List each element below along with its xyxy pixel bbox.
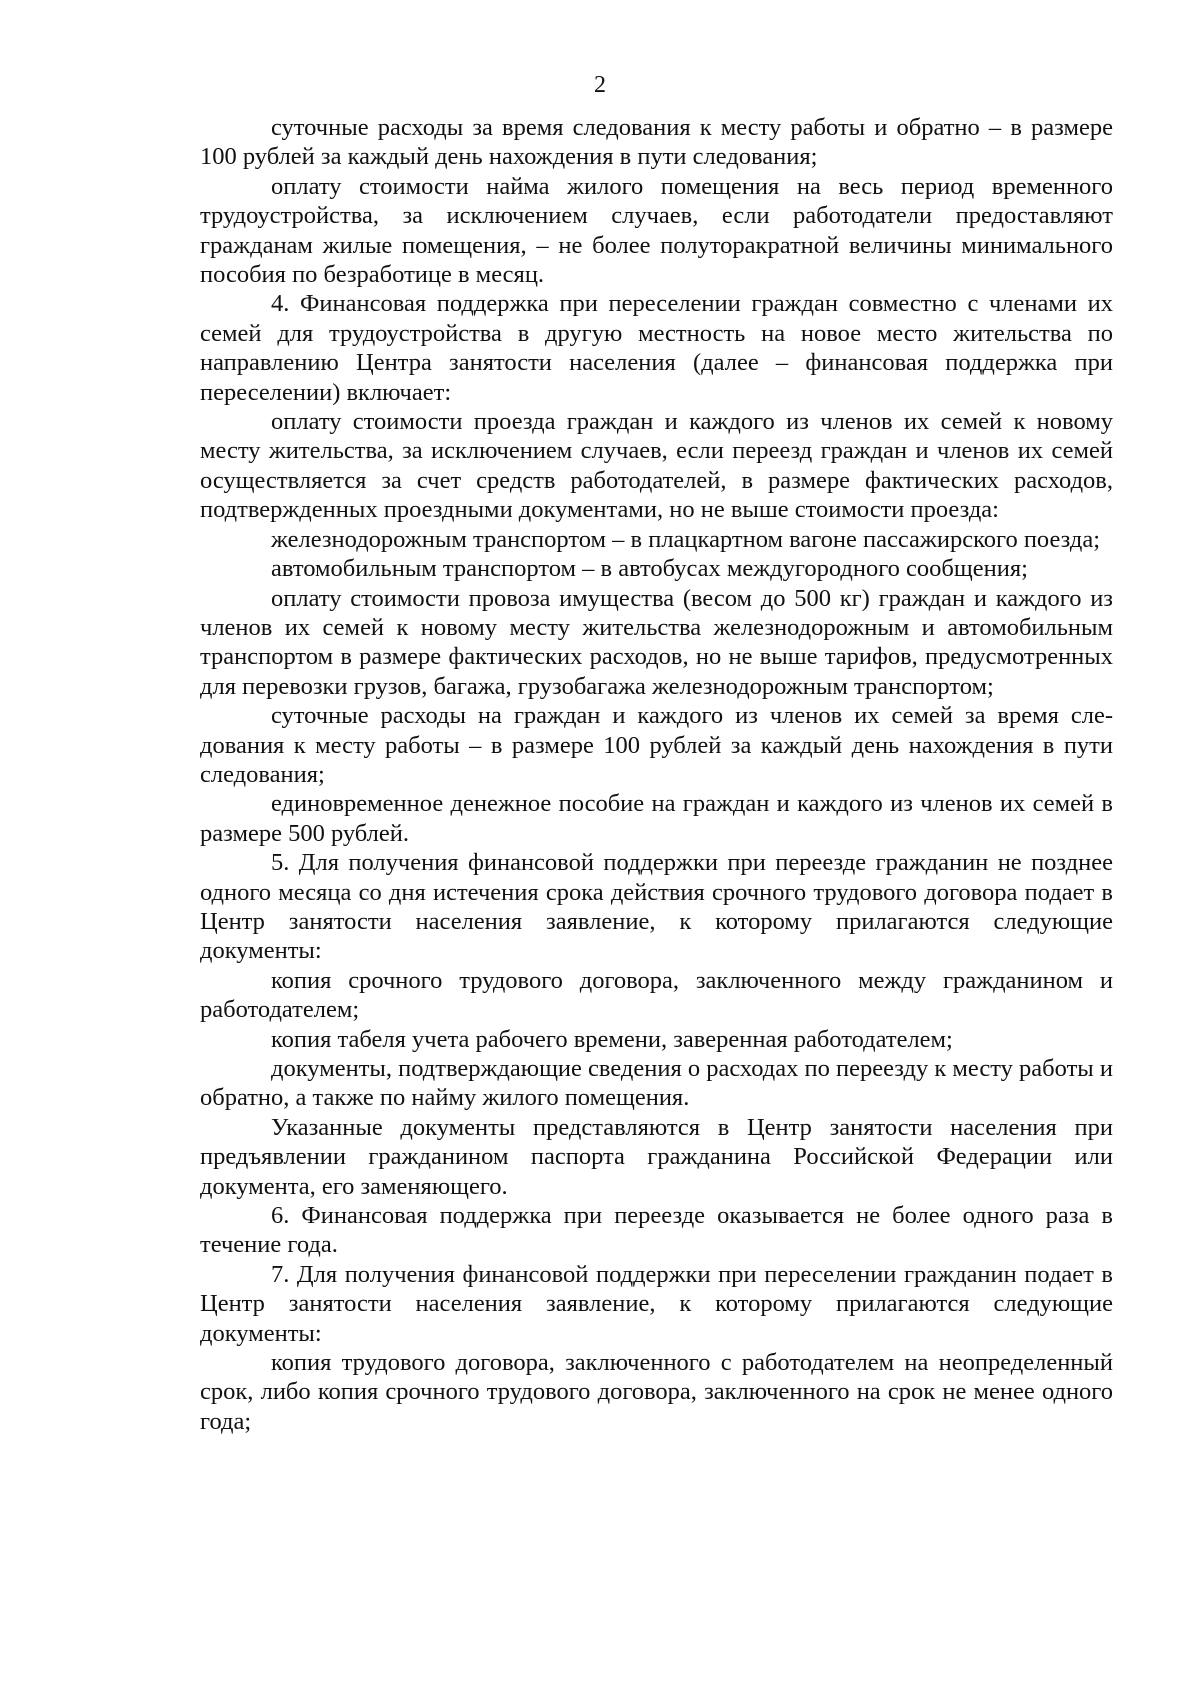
paragraph-housing-rent: оплату стоимости найма жилого помещения на весь период временного трудоустройства, за исключением случаев, если работодатели предоставляют гражданам жилые помещения, – не более полуторакратной величины минимального пособия по безработице в месяц. [200, 172, 1113, 289]
paragraph-item-5: 5. Для получения финансовой поддержки при переезде гражданин не позднее одного месяца со дня истечения срока действия срочного трудового договора подает в Центр занятости населения заявление, к которому прилагаются следующие документы: [200, 849, 1113, 965]
page-number: 2 [594, 72, 606, 98]
paragraph-rail-transport: железнодорожным транспортом – в плацкартном вагоне пассажирского поезда; [271, 525, 1101, 553]
paragraph-item-4: 4. Финансовая поддержка при переселении граждан совместно с членами их семей для трудоустройства в другую местность на новое место жительства по направлению Центра занятости населения (далее – финансовая поддержка при переселении) включает: [200, 290, 1113, 406]
paragraph-travel-costs: оплату стоимости проезда граждан и каждого из членов их семей к новому месту жительства, за исключением случаев, если переезд граждан и членов их семей осуществляется за счет средств работодателей, в размере фактических расходов, подтвержденных проездными документами, но не выше стоимости проезда: [200, 408, 1113, 524]
paragraph-daily-expenses-family: суточные расходы на граждан и каждого из членов их семей за время следования к месту работы – в размере 100 рублей за каждый день нахождения в пути следования; [200, 702, 1113, 788]
paragraph-item-7: 7. Для получения финансовой поддержки при переселении гражданин подает в Центр занятости населения заявление, к которому прилагаются следующие документы: [200, 1260, 1113, 1347]
paragraph-property-shipping: оплату стоимости провоза имущества (весом до 500 кг) граждан и каждого из членов их семей к новому месту жительства железнодорожным и автомобильным транспортом в размере фактических расходов, но не выше тарифов, предусмотренных для перевозки грузов, багажа, грузобагажа железнодорожным транспортом; [200, 584, 1113, 700]
paragraph-road-transport: автомобильным транспортом – в автобусах междугородного сообщения; [271, 555, 1028, 583]
paragraph-item-6: 6. Финансовая поддержка при переезде оказывается не более одного раза в течение года. [200, 1202, 1113, 1259]
document-body [200, 113, 1113, 1436]
paragraph-daily-expenses-relocation: суточные расходы за время следования к месту работы и обратно – в размере 100 рублей за каждый день нахождения в пути следования; [200, 114, 1113, 171]
paragraph-employment-contract: копия трудового договора, заключенного с работодателем на неопределенный срок, либо копия срочного трудового договора, заключенного на срок не менее одного года; [200, 1349, 1113, 1435]
paragraph-contract-copy: копия срочного трудового договора, заключенного между гражданином и работодателем; [200, 966, 1113, 1024]
paragraph-lump-sum: единовременное денежное пособие на граждан и каждого из членов их семей в размере 500 рублей. [200, 790, 1113, 847]
paragraph-passport-requirement: Указанные документы представляются в Центр занятости населения при предъявлении гражданином паспорта гражданина Российской Федерации или документа, его заменяющего. [200, 1113, 1113, 1200]
paragraph-expense-documents: документы, подтверждающие сведения о расходах по переезду к месту работы и обратно, а также по найму жилого помещения. [200, 1055, 1113, 1112]
paragraph-timesheet-copy: копия табеля учета рабочего времени, заверенная работодателем; [271, 1025, 953, 1053]
